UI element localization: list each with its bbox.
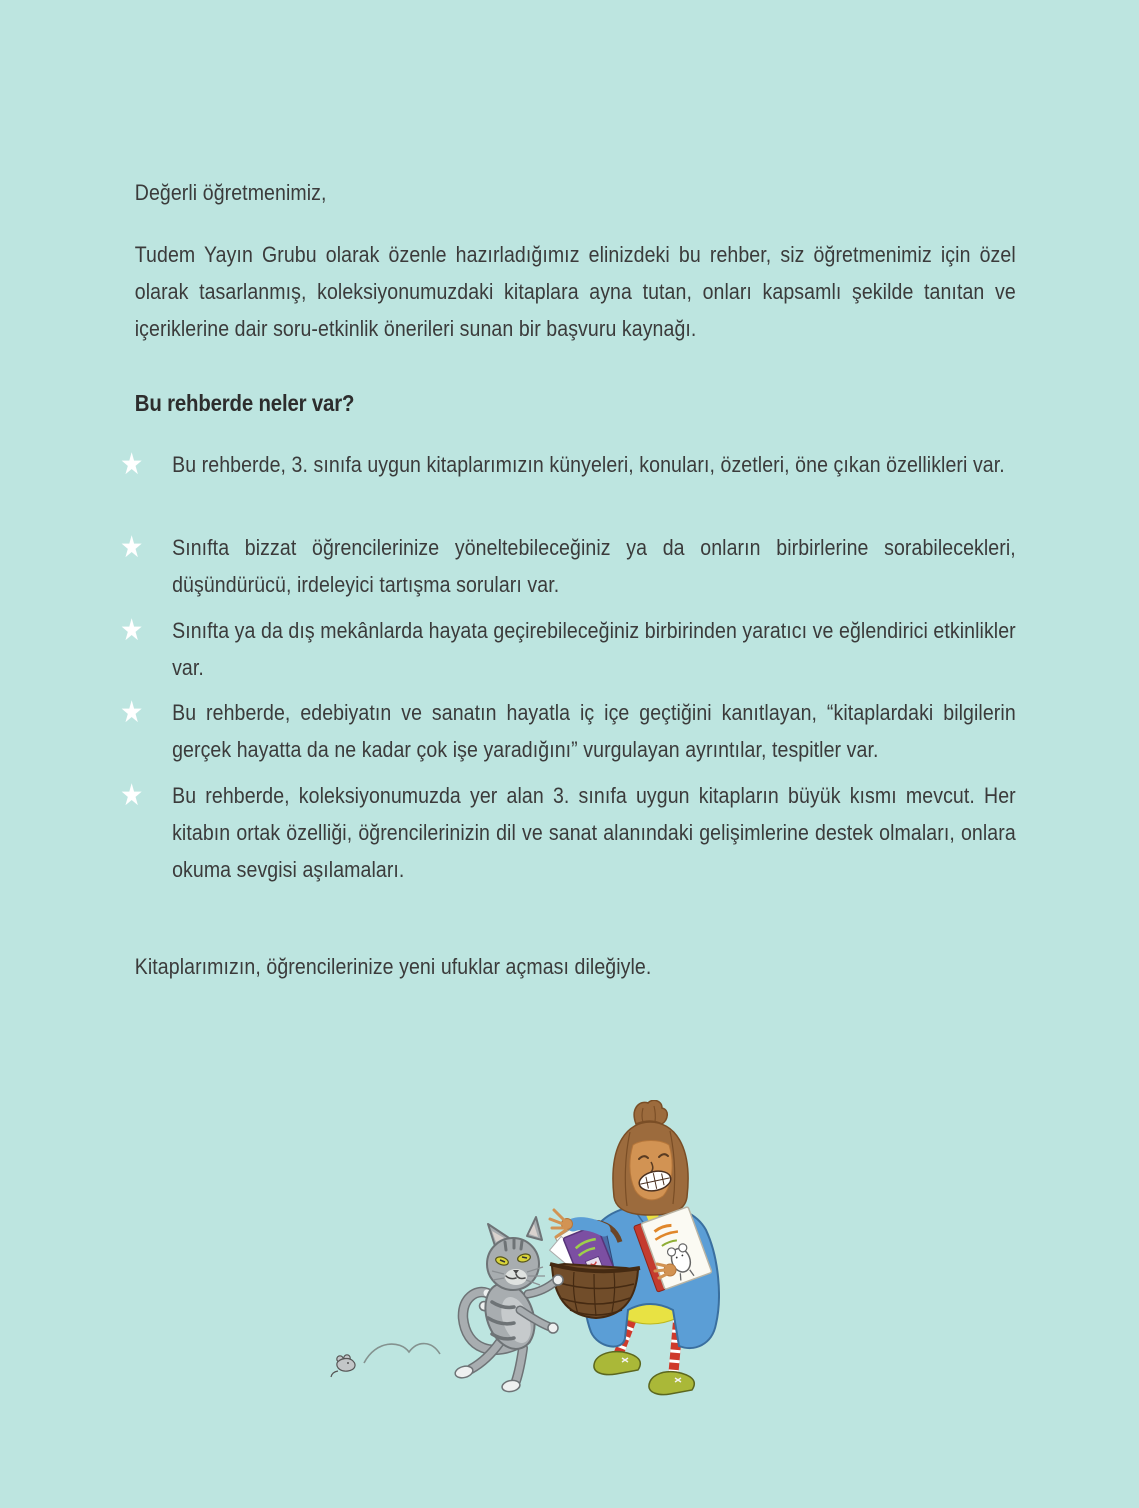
star-icon: ★: [120, 614, 144, 647]
star-icon: ★: [120, 531, 144, 564]
star-bullet: [120, 446, 172, 485]
shoe: [594, 1352, 640, 1375]
bullet-item: [120, 694, 1016, 768]
bullet-text: Bu rehberde, edebiyatın ve sanatın hayatla iç içe geçtiğini kanıtlayan, “kitaplardaki bilgilerin gerçek hayatta da ne kadar çok işe yaradığını” vurgulayan ayrıntılar, tespitler var.: [172, 700, 1016, 762]
greeting: Değerli öğretmenimiz,: [134, 180, 327, 205]
star-icon: ★: [120, 448, 144, 481]
bullet-item: [120, 529, 1016, 603]
bullet-item: [120, 446, 1016, 485]
illustration: [330, 1100, 720, 1400]
section-heading: Bu rehberde neler var?: [134, 390, 355, 416]
star-bullet: [120, 694, 172, 768]
teacher-head: [613, 1100, 688, 1215]
bullet-item: [120, 777, 1016, 888]
star-icon: ★: [120, 696, 144, 729]
star-bullet: [120, 529, 172, 603]
bullet-text: Bu rehberde, 3. sınıfa uygun kitaplarımızın künyeleri, konuları, özetleri, öne çıkan özellikleri var.: [172, 452, 1005, 477]
star-bullet: [120, 612, 172, 686]
star-bullet: [120, 777, 172, 888]
teacher-figure: [528, 1100, 719, 1394]
cat-figure: [454, 1217, 558, 1393]
bullet-text: Sınıfta ya da dış mekânlarda hayata geçirebileceğiniz birbirinden yaratıcı ve eğlendirici etkinlikler var.: [172, 618, 1016, 680]
mouse-figure: [331, 1355, 355, 1377]
bullet-text: Sınıfta bizzat öğrencilerinize yöneltebileceğiniz ya da onların birbirlerine sorabilecekleri, düşündürücü, irdeleyici tartışma soruları var.: [172, 535, 1016, 597]
closing-line: Kitaplarımızın, öğrencilerinize yeni ufuklar açması dileğiyle.: [134, 954, 652, 979]
bullet-item: [120, 612, 1016, 686]
bullet-text: Bu rehberde, koleksiyonumuzda yer alan 3. sınıfa uygun kitapların büyük kısmı mevcut. Her kitabın ortak özelliği, öğrencilerinizin dil ve sanat alanındaki gelişimlerine destek olmaları, onlara okuma sevgisi aşılamaları.: [172, 783, 1016, 882]
intro-paragraph: Tudem Yayın Grubu olarak özenle hazırladığımız elinizdeki bu rehber, siz öğretmenimiz için özel olarak tasarlanmış, koleksiyonumuzdaki kitaplara ayna tutan, onları kapsamlı şekilde tanıtan ve içeriklerine dair soru-etkinlik önerileri sunan bir başvuru kaynağı.: [134, 242, 1016, 341]
star-icon: ★: [120, 779, 144, 812]
motion-line: [364, 1344, 440, 1363]
shoe: [649, 1372, 694, 1395]
